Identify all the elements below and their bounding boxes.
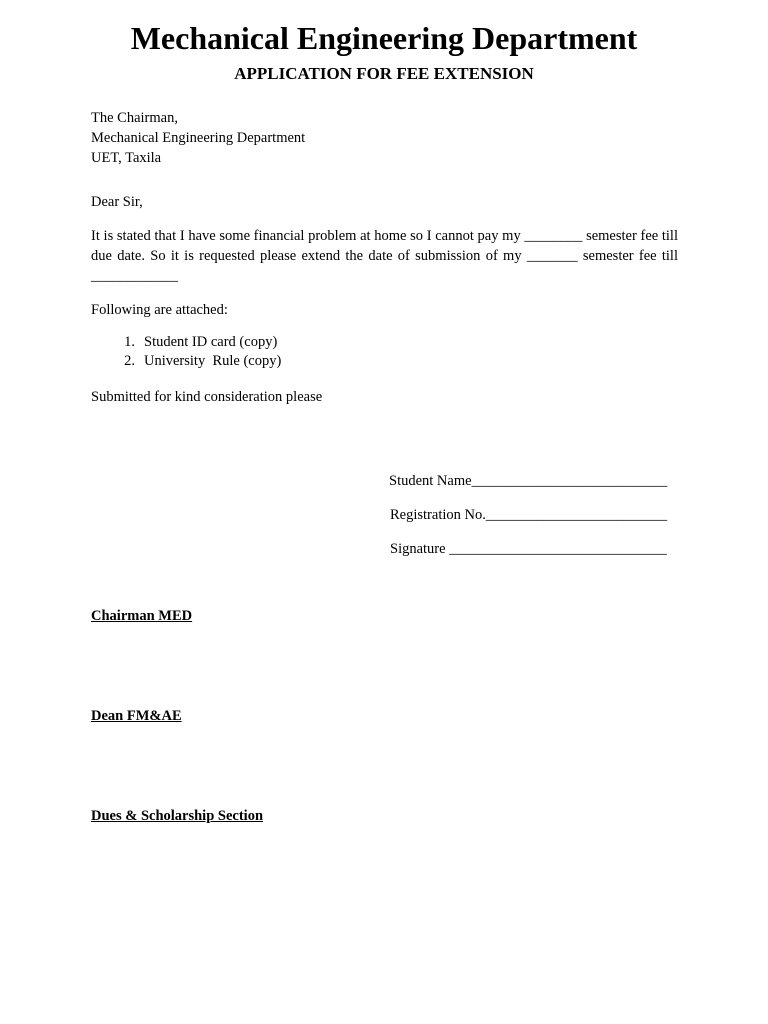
address-line-3: UET, Taxila bbox=[91, 150, 162, 166]
signature-field: Signature ______________________________ bbox=[390, 541, 667, 557]
attachments-intro: Following are attached: bbox=[91, 302, 228, 318]
registration-number-field: Registration No._________________________ bbox=[390, 507, 668, 523]
address-line-1: The Chairman, bbox=[91, 110, 178, 126]
dean-section-heading: Dean FM&AE bbox=[91, 708, 182, 724]
attachments-list bbox=[91, 332, 281, 370]
dues-section-heading: Dues & Scholarship Section bbox=[91, 808, 264, 824]
student-name-field: Student Name___________________________ bbox=[389, 473, 668, 489]
list-item-text: University Rule (copy) bbox=[144, 353, 282, 369]
chairman-section-heading: Chairman MED bbox=[91, 608, 193, 624]
closing-line: Submitted for kind consideration please bbox=[91, 389, 323, 405]
list-item bbox=[91, 332, 281, 351]
application-subtitle: APPLICATION FOR FEE EXTENSION bbox=[234, 64, 534, 83]
list-item-number: 1. bbox=[124, 334, 135, 350]
list-item bbox=[91, 351, 281, 370]
request-paragraph: It is stated that I have some financial problem at home so I cannot pay my ________ semester fee till due date. So it is requested please extend the date of submission of my _______ semester fee till ____________ bbox=[91, 228, 678, 284]
list-item-number: 2. bbox=[124, 353, 135, 369]
recipient-address bbox=[91, 108, 305, 168]
address-line-2: Mechanical Engineering Department bbox=[91, 130, 306, 146]
list-item-text: Student ID card (copy) bbox=[144, 334, 278, 350]
salutation: Dear Sir, bbox=[91, 194, 143, 210]
page-title: Mechanical Engineering Department bbox=[130, 20, 638, 56]
